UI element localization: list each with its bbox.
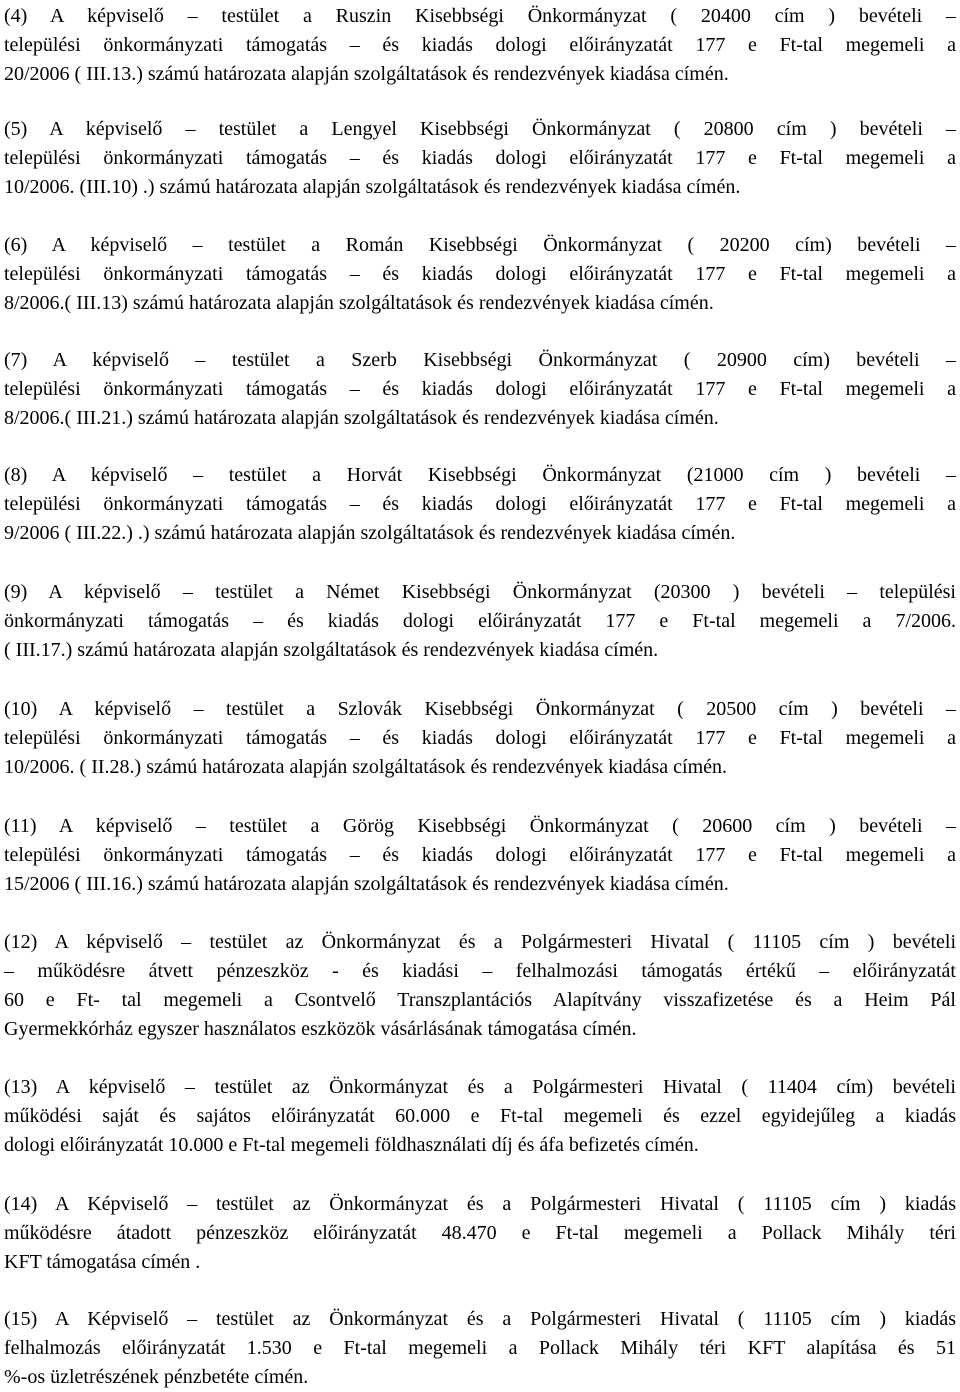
paragraph-line: %-os üzletrészének pénzbetéte címén. — [4, 1366, 309, 1388]
paragraph-line: települési önkormányzati támogatás – és kiadás dologi előirányzatát 177 e Ft-tal megemeli a — [4, 727, 956, 749]
paragraph-line: (7) A képviselő – testület a Szerb Kisebbségi Önkormányzat ( 20900 cím) bevételi – — [4, 349, 956, 371]
paragraph-line: (10) A képviselő – testület a Szlovák Kisebbségi Önkormányzat ( 20500 cím ) bevételi – — [4, 698, 956, 720]
paragraph-line: 20/2006 ( III.13.) számú határozata alapján szolgáltatások és rendezvények kiadása címén. — [4, 63, 729, 85]
paragraph-line: települési önkormányzati támogatás – és kiadás dologi előirányzatát 177 e Ft-tal megemeli a — [4, 378, 956, 400]
paragraph-line: működésre átadott pénzeszköz előirányzatát 48.470 e Ft-tal megemeli a Pollack Mihály téri — [4, 1222, 956, 1244]
paragraph-line: Gyermekkórház egyszer használatos eszközök vásárlásának támogatása címén. — [4, 1018, 637, 1040]
paragraph-line: (11) A képviselő – testület a Görög Kisebbségi Önkormányzat ( 20600 cím ) bevételi – — [4, 815, 956, 837]
paragraph-line: (5) A képviselő – testület a Lengyel Kisebbségi Önkormányzat ( 20800 cím ) bevételi – — [4, 118, 956, 140]
paragraph-line: települési önkormányzati támogatás – és kiadás dologi előirányzatát 177 e Ft-tal megemeli a — [4, 34, 956, 56]
paragraph-13 — [4, 1073, 956, 1160]
paragraph-line: (13) A képviselő – testület az Önkormányzat és a Polgármesteri Hivatal ( 11404 cím) bevételi — [4, 1076, 956, 1098]
paragraph-line: 60 e Ft- tal megemeli a Csontvelő Transzplantációs Alapítvány visszafizetése és a Heim Pál — [4, 989, 956, 1011]
paragraph-line: felhalmozás előirányzatát 1.530 e Ft-tal megemeli a Pollack Mihály téri KFT alapítása és 51 — [4, 1337, 956, 1359]
paragraph-10 — [4, 695, 956, 782]
paragraph-7 — [4, 346, 956, 433]
paragraph-line: (8) A képviselő – testület a Horvát Kisebbségi Önkormányzat (21000 cím ) bevételi – — [4, 464, 956, 486]
paragraph-line: önkormányzati támogatás – és kiadás dologi előirányzatát 177 e Ft-tal megemeli a 7/2006. — [4, 610, 956, 632]
paragraph-14 — [4, 1190, 956, 1277]
paragraph-line: 9/2006 ( III.22.) .) számú határozata alapján szolgáltatások és rendezvények kiadása címén. — [4, 522, 736, 544]
paragraph-line: 8/2006.( III.13) számú határozata alapján szolgáltatások és rendezvények kiadása címén. — [4, 292, 714, 314]
paragraph-line: – működésre átvett pénzeszköz - és kiadási – felhalmozási támogatás értékű – előirányzatát — [4, 960, 956, 982]
paragraph-8 — [4, 461, 956, 548]
paragraph-line: (14) A Képviselő – testület az Önkormányzat és a Polgármesteri Hivatal ( 11105 cím ) kiadás — [4, 1193, 956, 1215]
paragraph-line: működési saját és sajátos előirányzatát 60.000 e Ft-tal megemeli és ezzel egyidejűleg a kiadás — [4, 1105, 956, 1127]
paragraph-line: (6) A képviselő – testület a Román Kisebbségi Önkormányzat ( 20200 cím) bevételi – — [4, 234, 956, 256]
paragraph-line: ( III.17.) számú határozata alapján szolgáltatások és rendezvények kiadása címén. — [4, 639, 659, 661]
paragraph-6 — [4, 231, 956, 318]
paragraph-15 — [4, 1305, 956, 1392]
paragraph-12 — [4, 928, 956, 1044]
paragraph-5 — [4, 115, 956, 202]
paragraph-line: (9) A képviselő – testület a Német Kisebbségi Önkormányzat (20300 ) bevételi – települési — [4, 581, 956, 603]
paragraph-line: települési önkormányzati támogatás – és kiadás dologi előirányzatát 177 e Ft-tal megemeli a — [4, 263, 956, 285]
paragraph-line: települési önkormányzati támogatás – és kiadás dologi előirányzatát 177 e Ft-tal megemeli a — [4, 844, 956, 866]
paragraph-line: 10/2006. ( II.28.) számú határozata alapján szolgáltatások és rendezvények kiadása címén. — [4, 756, 728, 778]
paragraph-line: KFT támogatása címén . — [4, 1251, 201, 1273]
paragraph-11 — [4, 812, 956, 899]
paragraph-line: települési önkormányzati támogatás – és kiadás dologi előirányzatát 177 e Ft-tal megemeli a — [4, 493, 956, 515]
paragraph-line: 15/2006 ( III.16.) számú határozata alapján szolgáltatások és rendezvények kiadása címén. — [4, 873, 729, 895]
paragraph-4 — [4, 2, 956, 89]
paragraph-line: (15) A Képviselő – testület az Önkormányzat és a Polgármesteri Hivatal ( 11105 cím ) kiadás — [4, 1308, 956, 1330]
paragraph-line: települési önkormányzati támogatás – és kiadás dologi előirányzatát 177 e Ft-tal megemeli a — [4, 147, 956, 169]
paragraph-line: dologi előirányzatát 10.000 e Ft-tal megemeli földhasználati díj és áfa befizetés címén. — [4, 1134, 699, 1156]
paragraph-line: 8/2006.( III.21.) számú határozata alapján szolgáltatások és rendezvények kiadása címén. — [4, 407, 719, 429]
paragraph-9 — [4, 578, 956, 665]
paragraph-line: (4) A képviselő – testület a Ruszin Kisebbségi Önkormányzat ( 20400 cím ) bevételi – — [4, 5, 956, 27]
paragraph-line: 10/2006. (III.10) .) számú határozata alapján szolgáltatások és rendezvények kiadása címén. — [4, 176, 741, 198]
document-page — [4, 0, 956, 1392]
paragraph-line: (12) A képviselő – testület az Önkormányzat és a Polgármesteri Hivatal ( 11105 cím ) bevételi — [4, 931, 956, 953]
